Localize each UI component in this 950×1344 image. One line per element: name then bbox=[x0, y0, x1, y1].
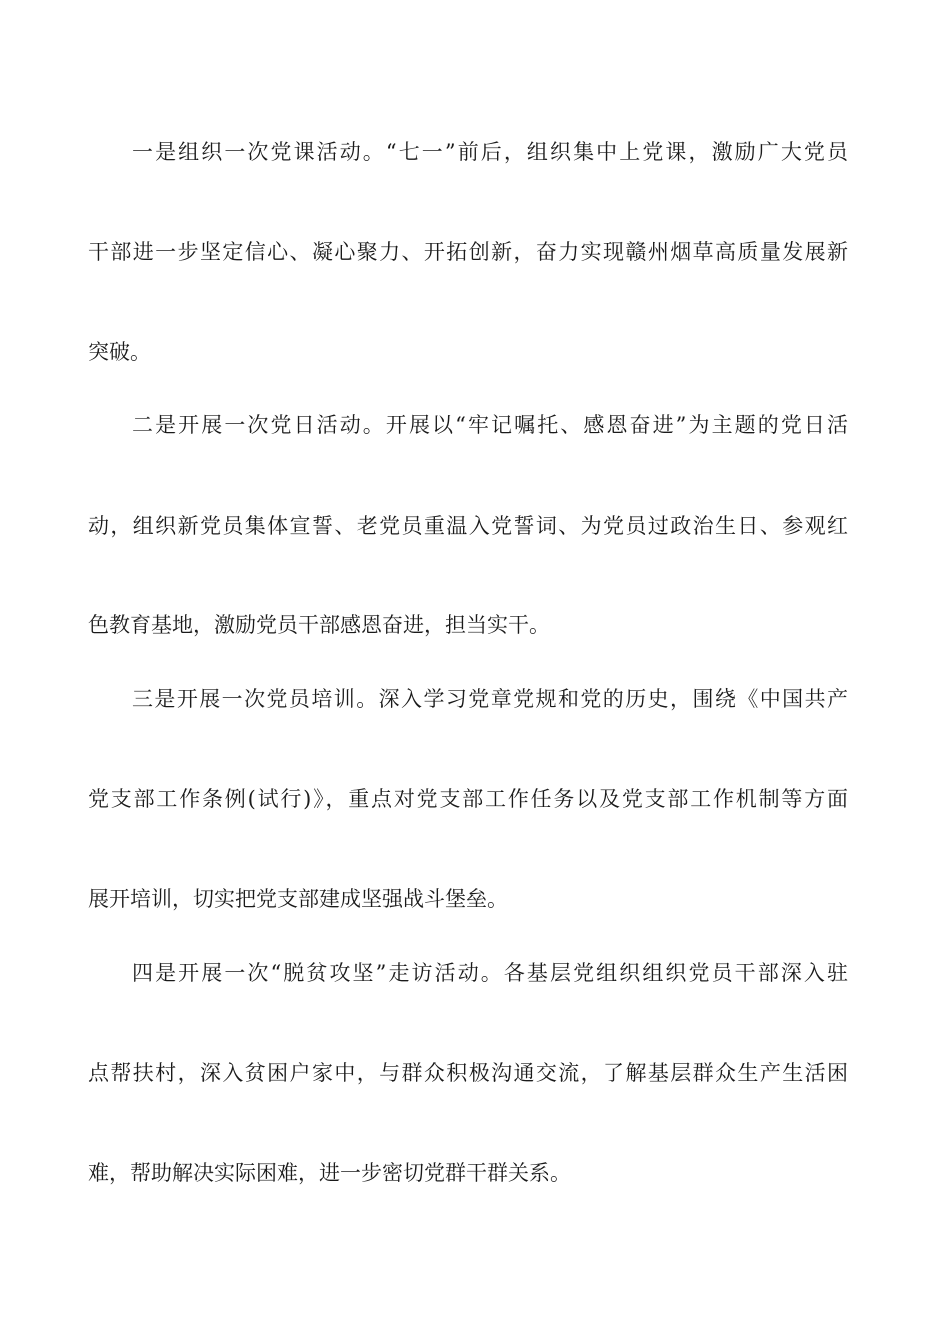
paragraph-1-line-2: 干部进一步坚定信心、凝心聚力、开拓创新，奋力实现赣州烟草高质量发展新 bbox=[88, 240, 848, 264]
paragraph-2-line-2: 动，组织新党员集体宣誓、老党员重温入党誓词、为党员过政治生日、参观红 bbox=[88, 514, 848, 538]
paragraph-3-line-3: 展开培训，切实把党支部建成坚强战斗堡垒。 bbox=[88, 887, 508, 911]
paragraph-2-line-3: 色教育基地，激励党员干部感恩奋进，担当实干。 bbox=[88, 613, 550, 637]
paragraph-2-line-1: 二是开展一次党日活动。开展以“牢记嘱托、感恩奋进”为主题的党日活 bbox=[132, 413, 848, 437]
paragraph-1-line-1: 一是组织一次党课活动。“七一”前后，组织集中上党课，激励广大党员 bbox=[132, 140, 848, 164]
paragraph-3-line-1: 三是开展一次党员培训。深入学习党章党规和党的历史，围绕《中国共产 bbox=[132, 687, 848, 711]
paragraph-4-line-1: 四是开展一次“脱贫攻坚”走访活动。各基层党组织组织党员干部深入驻 bbox=[132, 961, 848, 985]
paragraph-1-line-3: 突破。 bbox=[88, 340, 151, 364]
paragraph-4-line-2: 点帮扶村，深入贫困户家中，与群众积极沟通交流，了解基层群众生产生活困 bbox=[88, 1061, 848, 1085]
paragraph-4-line-3: 难，帮助解决实际困难，进一步密切党群干群关系。 bbox=[88, 1161, 571, 1185]
paragraph-3-line-2: 党支部工作条例(试行)》，重点对党支部工作任务以及党支部工作机制等方面 bbox=[88, 787, 848, 811]
